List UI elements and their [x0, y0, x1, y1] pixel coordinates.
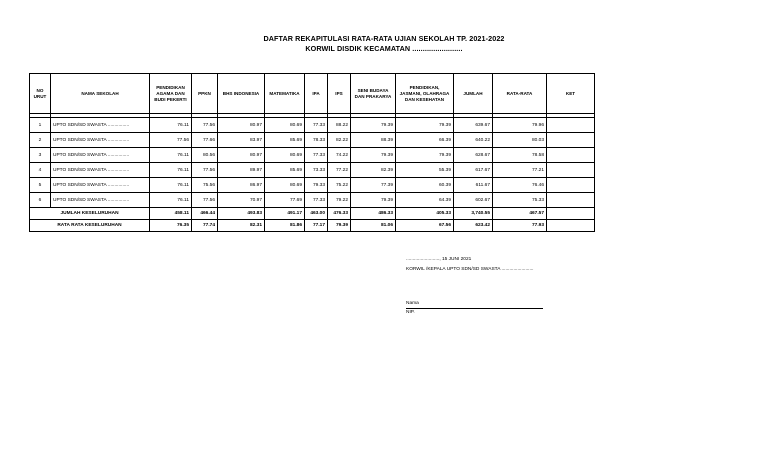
cell-no: 2: [30, 133, 51, 148]
total-jumlah: 3,740.55: [454, 208, 493, 220]
cell-ppkn: 77.66: [192, 133, 218, 148]
header-ket: KET: [547, 74, 595, 114]
cell-nama: UPTO SDN/SD SWASTA ................: [51, 193, 150, 208]
average-ket: [547, 220, 595, 232]
cell-ips: 79.22: [328, 193, 351, 208]
cell-rata: 76.46: [493, 178, 547, 193]
total-agama: 458.11: [150, 208, 192, 220]
cell-ket: [547, 178, 595, 193]
cell-ppkn: 75.56: [192, 178, 218, 193]
table-row: [30, 193, 595, 208]
cell-no: 4: [30, 163, 51, 178]
cell-rata: 75.33: [493, 193, 547, 208]
cell-ipa: 73.33: [305, 163, 328, 178]
cell-ipa: 77.33: [305, 118, 328, 133]
cell-jumlah: 628.67: [454, 148, 493, 163]
cell-ips: 75.22: [328, 178, 351, 193]
total-ket: [547, 208, 595, 220]
cell-bindo: 89.97: [218, 163, 265, 178]
average-pjok: 67.56: [396, 220, 454, 232]
total-mtk: 491.17: [265, 208, 305, 220]
cell-pjok: 60.39: [396, 178, 454, 193]
cell-pjok: 64.39: [396, 193, 454, 208]
cell-sbdp: 79.39: [351, 148, 396, 163]
average-ppkn: 77.74: [192, 220, 218, 232]
cell-ppkn: 80.56: [192, 148, 218, 163]
cell-rata: 78.58: [493, 148, 547, 163]
header-jumlah: JUMLAH: [454, 74, 493, 114]
cell-sbdp: 77.39: [351, 178, 396, 193]
total-ips: 476.33: [328, 208, 351, 220]
header-no: NO URUT: [30, 74, 51, 114]
cell-mtk: 80.69: [265, 178, 305, 193]
cell-sbdp: 79.39: [351, 193, 396, 208]
cell-rata: 77.21: [493, 163, 547, 178]
cell-sbdp: 79.39: [351, 118, 396, 133]
header-agama: PENDIDIKAN AGAMA DAN BUDI PEKERTI: [150, 74, 192, 114]
average-rata: 77.93: [493, 220, 547, 232]
cell-jumlah: 639.67: [454, 118, 493, 133]
cell-ket: [547, 133, 595, 148]
document-title: DAFTAR REKAPITULASI RATA-RATA UJIAN SEKOLAH TP. 2021-2022: [263, 34, 505, 43]
cell-jumlah: 611.67: [454, 178, 493, 193]
cell-nama: UPTO SDN/SD SWASTA ................: [51, 148, 150, 163]
total-row: [30, 208, 595, 220]
average-ips: 79.39: [328, 220, 351, 232]
average-sbdp: 81.06: [351, 220, 396, 232]
cell-agama: 76.11: [150, 163, 192, 178]
cell-jumlah: 602.67: [454, 193, 493, 208]
cell-mtk: 85.69: [265, 133, 305, 148]
cell-jumlah: 617.67: [454, 163, 493, 178]
cell-agama: 76.11: [150, 178, 192, 193]
header-sbdp: SENI BUDAYA DAN PRAKARYA: [351, 74, 396, 114]
average-ipa: 77.17: [305, 220, 328, 232]
header-matematika: MATEMATIKA: [265, 74, 305, 114]
table-row: [30, 148, 595, 163]
cell-ipa: 78.33: [305, 133, 328, 148]
cell-ket: [547, 193, 595, 208]
cell-ipa: 77.33: [305, 193, 328, 208]
header-bhs-indonesia: BHS INDONESIA: [218, 74, 265, 114]
cell-pjok: 66.39: [396, 133, 454, 148]
total-sbdp: 486.33: [351, 208, 396, 220]
cell-no: 5: [30, 178, 51, 193]
cell-mtk: 80.69: [265, 148, 305, 163]
cell-ppkn: 77.56: [192, 163, 218, 178]
cell-agama: 76.11: [150, 148, 192, 163]
cell-sbdp: 88.39: [351, 133, 396, 148]
table-row: [30, 118, 595, 133]
cell-ips: 88.22: [328, 118, 351, 133]
cell-mtk: 80.69: [265, 118, 305, 133]
cell-nama: UPTO SDN/SD SWASTA ................: [51, 133, 150, 148]
cell-ket: [547, 148, 595, 163]
recap-table: [29, 73, 595, 232]
table-row: [30, 178, 595, 193]
header-rata-rata: RATA-RATA: [493, 74, 547, 114]
signature-name-label: Nama: [406, 301, 419, 306]
cell-bindo: 70.97: [218, 193, 265, 208]
header-pjok: PENDIDIKAN, JASMANI, OLAHRAGA DAN KESEHATAN: [396, 74, 454, 114]
cell-ppkn: 77.56: [192, 193, 218, 208]
total-ppkn: 466.44: [192, 208, 218, 220]
cell-agama: 76.11: [150, 118, 192, 133]
cell-nama: UPTO SDN/SD SWASTA ................: [51, 163, 150, 178]
cell-ipa: 77.33: [305, 148, 328, 163]
signature-nip-label: NIP.: [406, 310, 415, 315]
cell-rata: 79.96: [493, 118, 547, 133]
cell-nama: UPTO SDN/SD SWASTA ................: [51, 178, 150, 193]
cell-ips: 74.22: [328, 148, 351, 163]
header-ipa: IPA: [305, 74, 328, 114]
cell-ppkn: 77.56: [192, 118, 218, 133]
table-row: [30, 163, 595, 178]
cell-bindo: 86.97: [218, 178, 265, 193]
cell-ips: 82.22: [328, 133, 351, 148]
cell-pjok: 79.39: [396, 118, 454, 133]
total-label: JUMLAH KESELURUHAN: [30, 208, 150, 220]
cell-bindo: 80.97: [218, 148, 265, 163]
table-row: [30, 133, 595, 148]
cell-nama: UPTO SDN/SD SWASTA ................: [51, 118, 150, 133]
cell-sbdp: 82.39: [351, 163, 396, 178]
cell-mtk: 77.69: [265, 193, 305, 208]
document-subtitle: KORWIL DISDIK KECAMATAN ........................: [305, 44, 463, 53]
average-label: RATA RATA KESELURUHAN: [30, 220, 150, 232]
cell-agama: 77.56: [150, 133, 192, 148]
cell-ipa: 79.33: [305, 178, 328, 193]
table-header-row: [30, 74, 595, 114]
cell-agama: 76.11: [150, 193, 192, 208]
cell-no: 1: [30, 118, 51, 133]
average-row: [30, 220, 595, 232]
total-rata: 467.57: [493, 208, 547, 220]
average-bindo: 82.31: [218, 220, 265, 232]
cell-no: 3: [30, 148, 51, 163]
cell-pjok: 79.39: [396, 148, 454, 163]
average-agama: 76.35: [150, 220, 192, 232]
header-ppkn: PPKN: [192, 74, 218, 114]
cell-bindo: 83.97: [218, 133, 265, 148]
cell-pjok: 55.39: [396, 163, 454, 178]
total-ipa: 463.00: [305, 208, 328, 220]
header-nama-sekolah: NAMA SEKOLAH: [51, 74, 150, 114]
signature-date: ........................., 15 JUNI 2021: [406, 257, 472, 262]
total-pjok: 405.33: [396, 208, 454, 220]
cell-rata: 80.03: [493, 133, 547, 148]
cell-ket: [547, 163, 595, 178]
signature-title: KORWIL /KEPALA UPTO SDN/SD SWASTA ........................: [406, 267, 534, 272]
cell-jumlah: 640.22: [454, 133, 493, 148]
signature-line: [406, 308, 543, 309]
header-ips: IPS: [328, 74, 351, 114]
cell-bindo: 80.97: [218, 118, 265, 133]
average-mtk: 81.86: [265, 220, 305, 232]
cell-ket: [547, 118, 595, 133]
cell-no: 6: [30, 193, 51, 208]
cell-mtk: 85.69: [265, 163, 305, 178]
average-jumlah: 623.42: [454, 220, 493, 232]
cell-ips: 77.22: [328, 163, 351, 178]
total-bindo: 493.83: [218, 208, 265, 220]
